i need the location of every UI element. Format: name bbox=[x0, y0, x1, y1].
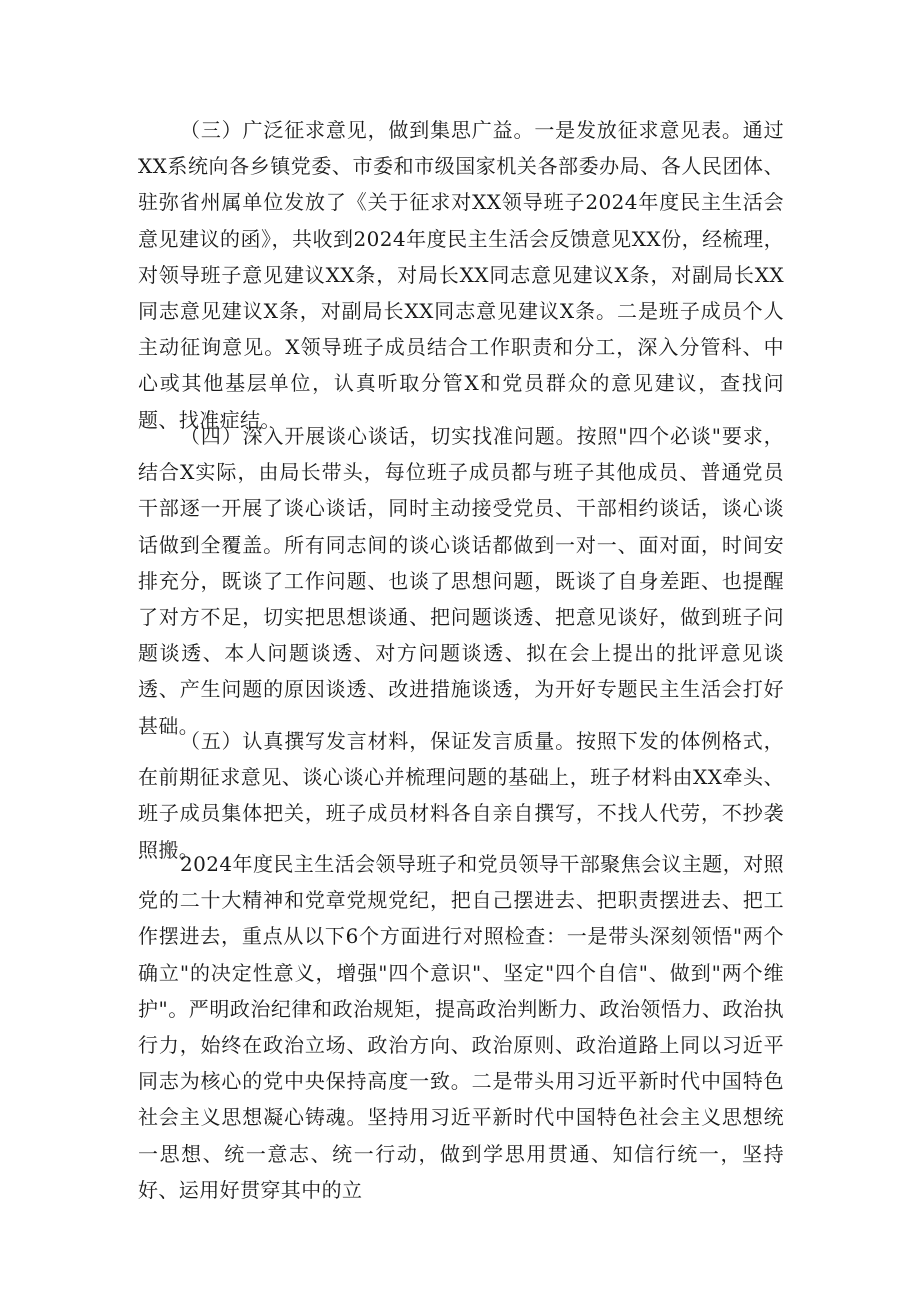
paragraph-meeting-theme: 2024年度民主生活会领导班子和党员领导干部聚焦会议主题，对照党的二十大精神和党章党规党纪，把自己摆进去、把职责摆进去、把工作摆进去，重点从以下6个方面进行对照检查：一是带头深刻领悟"两个确立"的决定性意义，增强"四个意识"、坚定"四个自信"、做到"两个维护"。严明政治纪律和政治规矩，提高政治判断力、政治领悟力、政治执行力，始终在政治立场、政治方向、政治原则、政治道路上同以习近平同志为核心的党中央保持高度一致。二是带头用习近平新时代中国特色社会主义思想凝心铸魂。坚持用习近平新时代中国特色社会主义思想统一思想、统一意志、统一行动，做到学思用贯通、知信行统一，坚持好、运用好贯穿其中的立 bbox=[138, 852, 784, 1202]
paragraph-speech-materials: （五）认真撰写发言材料，保证发言质量。按照下发的体例格式，在前期征求意见、谈心谈心并梳理问题的基础上，班子材料由XX牵头、班子成员集体把关，班子成员材料各自亲自撰写，不找人代劳，不抄袭照搬。 bbox=[138, 729, 784, 862]
paragraph-solicit-opinions: （三）广泛征求意见，做到集思广益。一是发放征求意见表。通过XX系统向各乡镇党委、市委和市级国家机关各部委办局、各人民团体、驻弥省州属单位发放了《关于征求对XX领导班子2024年度民主生活会意见建议的函》，共收到2024年度民主生活会反馈意见XX份，经梳理，对领导班子意见建议XX条，对局长XX同志意见建议X条，对副局长XX同志意见建议X条，对副局长XX同志意见建议X条。二是班子成员个人主动征询意见。X领导班子成员结合工作职责和分工，深入分管科、中心或其他基层单位，认真听取分管X和党员群众的意见建议，查找问题、找准症结。 bbox=[138, 118, 784, 432]
paragraph-heart-to-heart-talks: （四）深入开展谈心谈话，切实找准问题。按照"四个必谈"要求，结合X实际，由局长带头，每位班子成员都与班子其他成员、普通党员干部逐一开展了谈心谈话，同时主动接受党员、干部相约谈话，谈心谈话做到全覆盖。所有同志间的谈心谈话都做到一对一、面对面，时间安排充分，既谈了工作问题、也谈了思想问题，既谈了自身差距、也提醒了对方不足，切实把思想谈通、把问题谈透、把意见谈好，做到班子问题谈透、本人问题谈透、对方问题谈透、拟在会上提出的批评意见谈透、产生问题的原因谈透、改进措施谈透，为开好专题民主生活会打好甚础。 bbox=[138, 424, 784, 738]
